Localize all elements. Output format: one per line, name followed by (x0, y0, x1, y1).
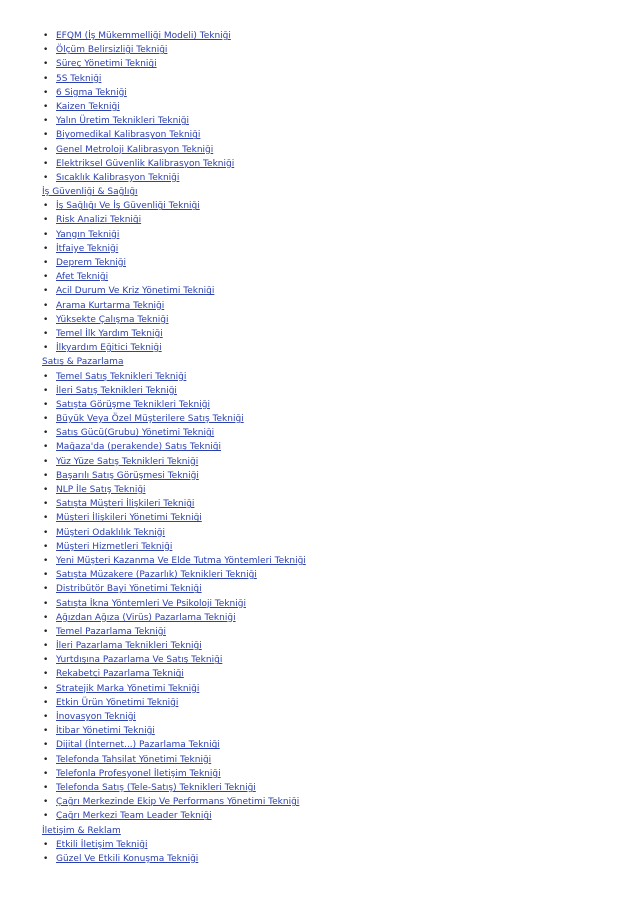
list-item (42, 440, 306, 454)
bullet-icon: • (43, 655, 49, 666)
list-item (42, 554, 306, 568)
list-item (42, 128, 306, 142)
list-item-link[interactable]: Yüz Yüze Satış Teknikleri Tekniği (56, 456, 199, 467)
list-item-link[interactable]: İtibar Yönetimi Tekniği (56, 726, 155, 737)
list-item (42, 852, 306, 866)
bullet-icon: • (43, 754, 49, 765)
bullet-icon: • (43, 328, 49, 339)
list-item-link[interactable]: Ölçüm Belirsizliği Tekniği (56, 45, 168, 56)
list-item (42, 497, 306, 511)
list-item-link[interactable]: Telefonda Satış (Tele-Satış) Teknikleri Tekniği (56, 782, 256, 793)
list-item-link[interactable]: Telefonla Profesyonel İletişim Tekniği (56, 768, 221, 779)
list-item-link[interactable]: Deprem Tekniği (56, 258, 126, 268)
list-item (42, 43, 306, 57)
bullet-icon: • (43, 499, 49, 510)
list-item (42, 426, 306, 440)
bullet-icon: • (43, 59, 49, 70)
list-item-link[interactable]: Elektriksel Güvenlik Kalibrasyon Tekniği (56, 158, 235, 169)
list-item (42, 483, 306, 497)
bullet-icon: • (43, 697, 49, 708)
list-item-link[interactable]: İtfaiye Tekniği (56, 243, 119, 254)
bullet-icon: • (43, 669, 49, 680)
bullet-icon: • (43, 797, 49, 808)
list-item (42, 455, 306, 469)
list-item (42, 611, 306, 625)
list-item (42, 639, 306, 653)
list-item (42, 242, 306, 256)
list-item (42, 57, 306, 71)
list-item (42, 171, 306, 185)
section-heading[interactable] (42, 355, 306, 369)
list-item (42, 809, 306, 823)
bullet-icon: • (43, 853, 49, 864)
list-item (42, 256, 306, 270)
bullet-icon: • (43, 116, 49, 127)
list-item (42, 228, 306, 242)
section-heading-link[interactable]: İletişim & Reklam (42, 825, 121, 836)
list-item-link[interactable]: Başarılı Satış Görüşmesi Tekniği (56, 470, 199, 481)
list-item (42, 526, 306, 540)
list-item (42, 72, 306, 86)
bullet-icon: • (43, 87, 49, 98)
list-item (42, 398, 306, 412)
bullet-icon: • (43, 641, 49, 652)
bullet-icon: • (43, 229, 49, 240)
list-item (42, 682, 306, 696)
bullet-icon: • (43, 385, 49, 396)
list-item-link[interactable]: Satışta Müzakere (Pazarlık) Teknikleri Tekniği (56, 570, 257, 581)
list-item-link[interactable]: Yeni Müşteri Kazanma Ve Elde Tutma Yöntemleri Tekniği (56, 555, 306, 566)
list-item (42, 213, 306, 227)
list-item-link[interactable]: Risk Analizi Tekniği (56, 215, 142, 226)
bullet-icon: • (43, 300, 49, 311)
list-item-link[interactable]: Büyük Veya Özel Müşterilere Satış Tekniği (56, 414, 244, 425)
bullet-icon: • (43, 513, 49, 524)
list-item-link[interactable]: NLP İle Satış Tekniği (56, 485, 146, 495)
list-item (42, 838, 306, 852)
list-item-link[interactable]: Satışta Müşteri İlişkileri Tekniği (56, 499, 195, 510)
bullet-icon: • (43, 598, 49, 609)
list-item-link[interactable]: Yüksekte Çalışma Tekniği (56, 314, 169, 325)
list-item-link[interactable]: Kaizen Tekniği (56, 101, 120, 112)
list-item-link[interactable]: Müşteri Odaklılık Tekniği (56, 527, 166, 538)
list-item-link[interactable]: Stratejik Marka Yönetimi Tekniği (56, 683, 200, 694)
list-item (42, 284, 306, 298)
section-heading[interactable] (42, 185, 306, 199)
list-item-link[interactable]: 5S Tekniği (56, 73, 102, 84)
list-item-link[interactable]: Yurtdışına Pazarlama Ve Satış Tekniği (56, 655, 223, 666)
list-item-link[interactable]: Arama Kurtarma Tekniği (56, 300, 165, 311)
list-item (42, 568, 306, 582)
bullet-icon: • (43, 470, 49, 481)
list-item (42, 696, 306, 710)
list-item-link[interactable]: İleri Pazarlama Teknikleri Tekniği (56, 641, 202, 652)
list-item-link[interactable]: Genel Metroloji Kalibrasyon Tekniği (56, 144, 214, 155)
bullet-icon: • (43, 428, 49, 439)
list-item (42, 384, 306, 398)
list-item (42, 724, 306, 738)
bullet-icon: • (43, 286, 49, 297)
bullet-icon: • (43, 215, 49, 226)
bullet-icon: • (43, 31, 49, 41)
list-item-link[interactable]: Distribütör Bayi Yönetimi Tekniği (56, 584, 202, 595)
list-item-link[interactable]: Çağrı Merkezi Team Leader Tekniği (56, 811, 212, 822)
list-item (42, 597, 306, 611)
bullet-icon: • (43, 839, 49, 850)
list-item (42, 625, 306, 639)
list-item-link[interactable]: Biyomedikal Kalibrasyon Tekniği (56, 130, 201, 141)
bullet-icon: • (43, 414, 49, 425)
section-heading[interactable] (42, 824, 306, 838)
list-item-link[interactable]: İlkyardım Eğitici Tekniği (56, 343, 162, 354)
list-item-link[interactable]: Telefonda Tahsilat Yönetimi Tekniği (56, 754, 212, 765)
list-item (42, 100, 306, 114)
list-item (42, 341, 306, 355)
document-list (42, 29, 306, 866)
list-item (42, 270, 306, 284)
list-item (42, 767, 306, 781)
list-item (42, 795, 306, 809)
list-item (42, 114, 306, 128)
list-item-link[interactable]: Süreç Yönetimi Tekniği (56, 59, 157, 70)
list-item-link[interactable]: İnovasyon Tekniği (56, 712, 136, 722)
list-item (42, 653, 306, 667)
list-item-link[interactable]: Etkili İletişim Tekniği (56, 839, 148, 850)
section-heading-link[interactable]: İş Güvenliği & Sağlığı (42, 187, 138, 198)
bullet-icon: • (43, 101, 49, 112)
bullet-icon: • (43, 726, 49, 737)
bullet-icon: • (43, 243, 49, 254)
bullet-icon: • (43, 343, 49, 354)
list-item (42, 313, 306, 327)
list-item (42, 781, 306, 795)
list-item (42, 143, 306, 157)
list-item-link[interactable]: Müşteri Hizmetleri Tekniği (56, 541, 173, 552)
list-item-link[interactable]: Müşteri İlişkileri Yönetimi Tekniği (56, 513, 202, 524)
list-item-link[interactable]: Rekabetçi Pazarlama Tekniği (56, 669, 184, 680)
list-item (42, 327, 306, 341)
list-item-link[interactable]: Sıcaklık Kalibrasyon Tekniği (56, 172, 180, 183)
bullet-icon: • (43, 626, 49, 637)
list-item-link[interactable]: Temel İlk Yardım Tekniği (56, 328, 163, 339)
bullet-icon: • (43, 172, 49, 183)
bullet-icon: • (43, 158, 49, 169)
list-item (42, 199, 306, 213)
list-item (42, 29, 306, 43)
list-item (42, 540, 306, 554)
bullet-icon: • (43, 612, 49, 623)
bullet-icon: • (43, 782, 49, 793)
list-item (42, 753, 306, 767)
bullet-icon: • (43, 740, 49, 751)
list-item (42, 157, 306, 171)
list-item-link[interactable]: Satış Gücü(Grubu) Yönetimi Tekniği (56, 428, 215, 439)
bullet-icon: • (43, 456, 49, 467)
bullet-icon: • (43, 272, 49, 283)
bullet-icon: • (43, 541, 49, 552)
list-item-link[interactable]: İş Sağlığı Ve İş Güvenliği Tekniği (56, 201, 200, 212)
list-item (42, 511, 306, 525)
bullet-icon: • (43, 683, 49, 694)
bullet-icon: • (43, 442, 49, 453)
list-item (42, 412, 306, 426)
list-item-link[interactable]: Satışta İkna Yöntemleri Ve Psikoloji Tekniği (56, 598, 246, 609)
bullet-icon: • (43, 768, 49, 779)
bullet-icon: • (43, 555, 49, 566)
list-item-link[interactable]: Temel Pazarlama Tekniği (56, 626, 166, 637)
list-item (42, 710, 306, 724)
bullet-icon: • (43, 712, 49, 722)
bullet-icon: • (43, 527, 49, 538)
list-item (42, 738, 306, 752)
bullet-icon: • (43, 144, 49, 155)
bullet-icon: • (43, 485, 49, 495)
list-item-link[interactable]: Dijital (İnternet...) Pazarlama Tekniği (56, 740, 220, 751)
list-item-link[interactable]: Ağızdan Ağıza (Virüs) Pazarlama Tekniği (56, 612, 236, 623)
list-item-link[interactable]: İleri Satış Teknikleri Tekniği (56, 385, 177, 396)
list-item-link[interactable]: Yangın Tekniği (56, 229, 120, 240)
bullet-icon: • (43, 314, 49, 325)
list-item (42, 582, 306, 596)
bullet-icon: • (43, 570, 49, 581)
bullet-icon: • (43, 73, 49, 84)
list-item-link[interactable]: Satışta Görüşme Teknikleri Tekniği (56, 399, 210, 410)
list-item (42, 469, 306, 483)
list-item (42, 86, 306, 100)
bullet-icon: • (43, 811, 49, 822)
list-item-link[interactable]: Yalın Üretim Teknikleri Tekniği (56, 116, 189, 127)
list-item-link[interactable]: EFQM (İş Mükemmelliği Modeli) Tekniği (56, 31, 231, 41)
list-item-link[interactable]: Güzel Ve Etkili Konuşma Tekniği (56, 853, 199, 864)
bullet-icon: • (43, 201, 49, 212)
list-item (42, 299, 306, 313)
list-item (42, 667, 306, 681)
list-item-link[interactable]: Mağaza'da (perakende) Satış Tekniği (56, 442, 221, 453)
list-item-link[interactable]: Afet Tekniği (56, 272, 109, 283)
list-item-link[interactable]: Acil Durum Ve Kriz Yönetimi Tekniği (56, 286, 215, 297)
bullet-icon: • (43, 584, 49, 595)
bullet-icon: • (43, 371, 49, 382)
list-item-link[interactable]: Etkin Ürün Yönetimi Tekniği (56, 697, 179, 708)
bullet-icon: • (43, 45, 49, 56)
bullet-icon: • (43, 258, 49, 268)
list-item-link[interactable]: Temel Satış Teknikleri Tekniği (56, 371, 187, 382)
section-heading-link[interactable]: Satış & Pazarlama (42, 357, 124, 368)
list-item (42, 370, 306, 384)
bullet-icon: • (43, 399, 49, 410)
bullet-icon: • (43, 130, 49, 141)
list-item-link[interactable]: 6 Sigma Tekniği (56, 87, 127, 98)
list-item-link[interactable]: Çağrı Merkezinde Ekip Ve Performans Yönetimi Tekniği (56, 797, 300, 808)
